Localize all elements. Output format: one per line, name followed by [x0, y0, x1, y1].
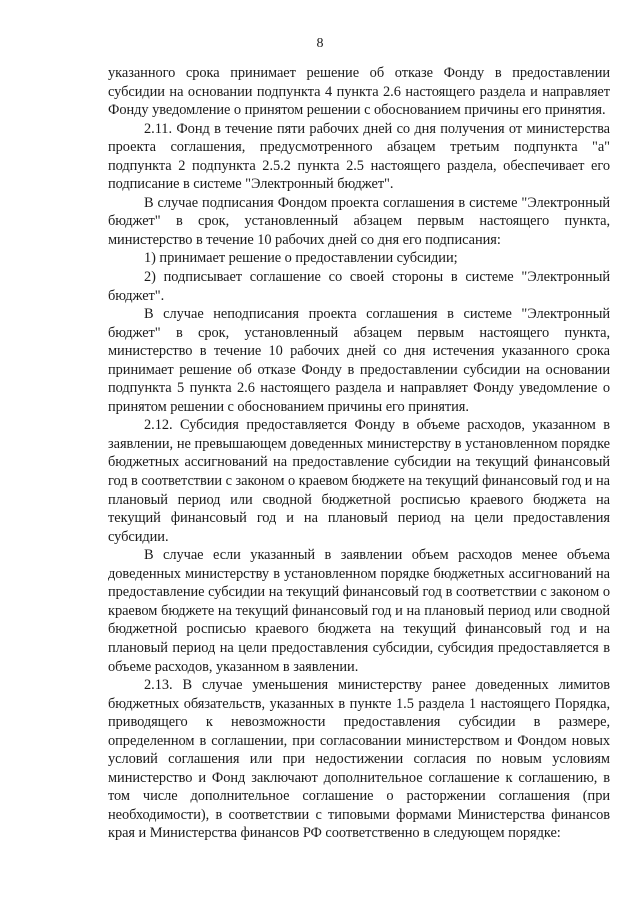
paragraph-smaller-volume-case: В случае если указанный в заявлении объем расходов менее объема доведенных министерству в установленном порядке бюджетных ассигнований на предоставление субсидии на текущий финансовый год в соответствии с законом о краевом бюджете на текущий финансовый год и на плановый период или сводной бюджетной росписью краевого бюджета на текущий финансовый год и на плановый период на цели предоставления субсидии, субсидия предоставляется в объеме расходов, указанном в заявлении.	[108, 547, 610, 675]
paragraph-2-13: 2.13. В случае уменьшения министерству ранее доведенных лимитов бюджетных обязательств, указанных в пункте 1.5 раздела 1 настоящего Порядка, приводящего к невозможности предоставления субсидии в размере, определенном в соглашении, при согласовании министерством и Фондом новых условий соглашения или при недостижении согласия по новым условиям министерство и Фонд заключают дополнительное соглашение к соглашению, в том числе дополнительное соглашение о расторжении соглашения (при необходимости), в соответствии с типовыми формами Министерства финансов края и Министерства финансов РФ соответственно в следующем порядке:	[108, 677, 610, 842]
body-text	[108, 64, 610, 843]
page-number: 8	[316, 36, 324, 51]
paragraph-continuation: указанного срока принимает решение об отказе Фонду в предоставлении субсидии на основании подпункта 4 пункта 2.6 настоящего раздела и направляет Фонду уведомление о принятом решении с обоснованием причины его принятия.	[108, 65, 610, 119]
list-item-1: 1) принимает решение о предоставлении субсидии;	[144, 250, 458, 267]
paragraph-2-11: 2.11. Фонд в течение пяти рабочих дней со дня получения от министерства проекта соглашения, предусмотренного абзацем третьим подпункта "а" подпункта 2 подпункта 2.5.2 пункта 2.5 настоящего раздела, обеспечивает его подписание в системе "Электронный бюджет".	[108, 120, 610, 193]
paragraph-signing-case: В случае подписания Фондом проекта соглашения в системе "Электронный бюджет" в срок, установленный абзацем первым настоящего пункта, министерство в течение 10 рабочих дней со дня его подписания:	[108, 194, 610, 248]
list-item-2: 2) подписывает соглашение со своей стороны в системе "Электронный бюджет".	[108, 269, 610, 304]
paragraph-2-12: 2.12. Субсидия предоставляется Фонду в объеме расходов, указанном в заявлении, не превышающем доведенных министерству в установленном порядке бюджетных ассигнований на предоставление субсидии на текущий финансовый год в соответствии с законом о краевом бюджете на текущий финансовый год и на плановый период или сводной бюджетной росписью краевого бюджета на текущий финансовый год и на плановый период на цели предоставления субсидии.	[108, 417, 610, 545]
paragraph-non-signing-case: В случае неподписания проекта соглашения в системе "Электронный бюджет" в срок, установленный абзацем первым настоящего пункта, министерство в течение 10 рабочих дней со дня истечения указанного срока принимает решение об отказе Фонду в предоставлении субсидии на основании подпункта 5 пункта 2.6 настоящего раздела и направляет Фонду уведомление о принятом решении с обоснованием причины его принятия.	[108, 306, 610, 415]
